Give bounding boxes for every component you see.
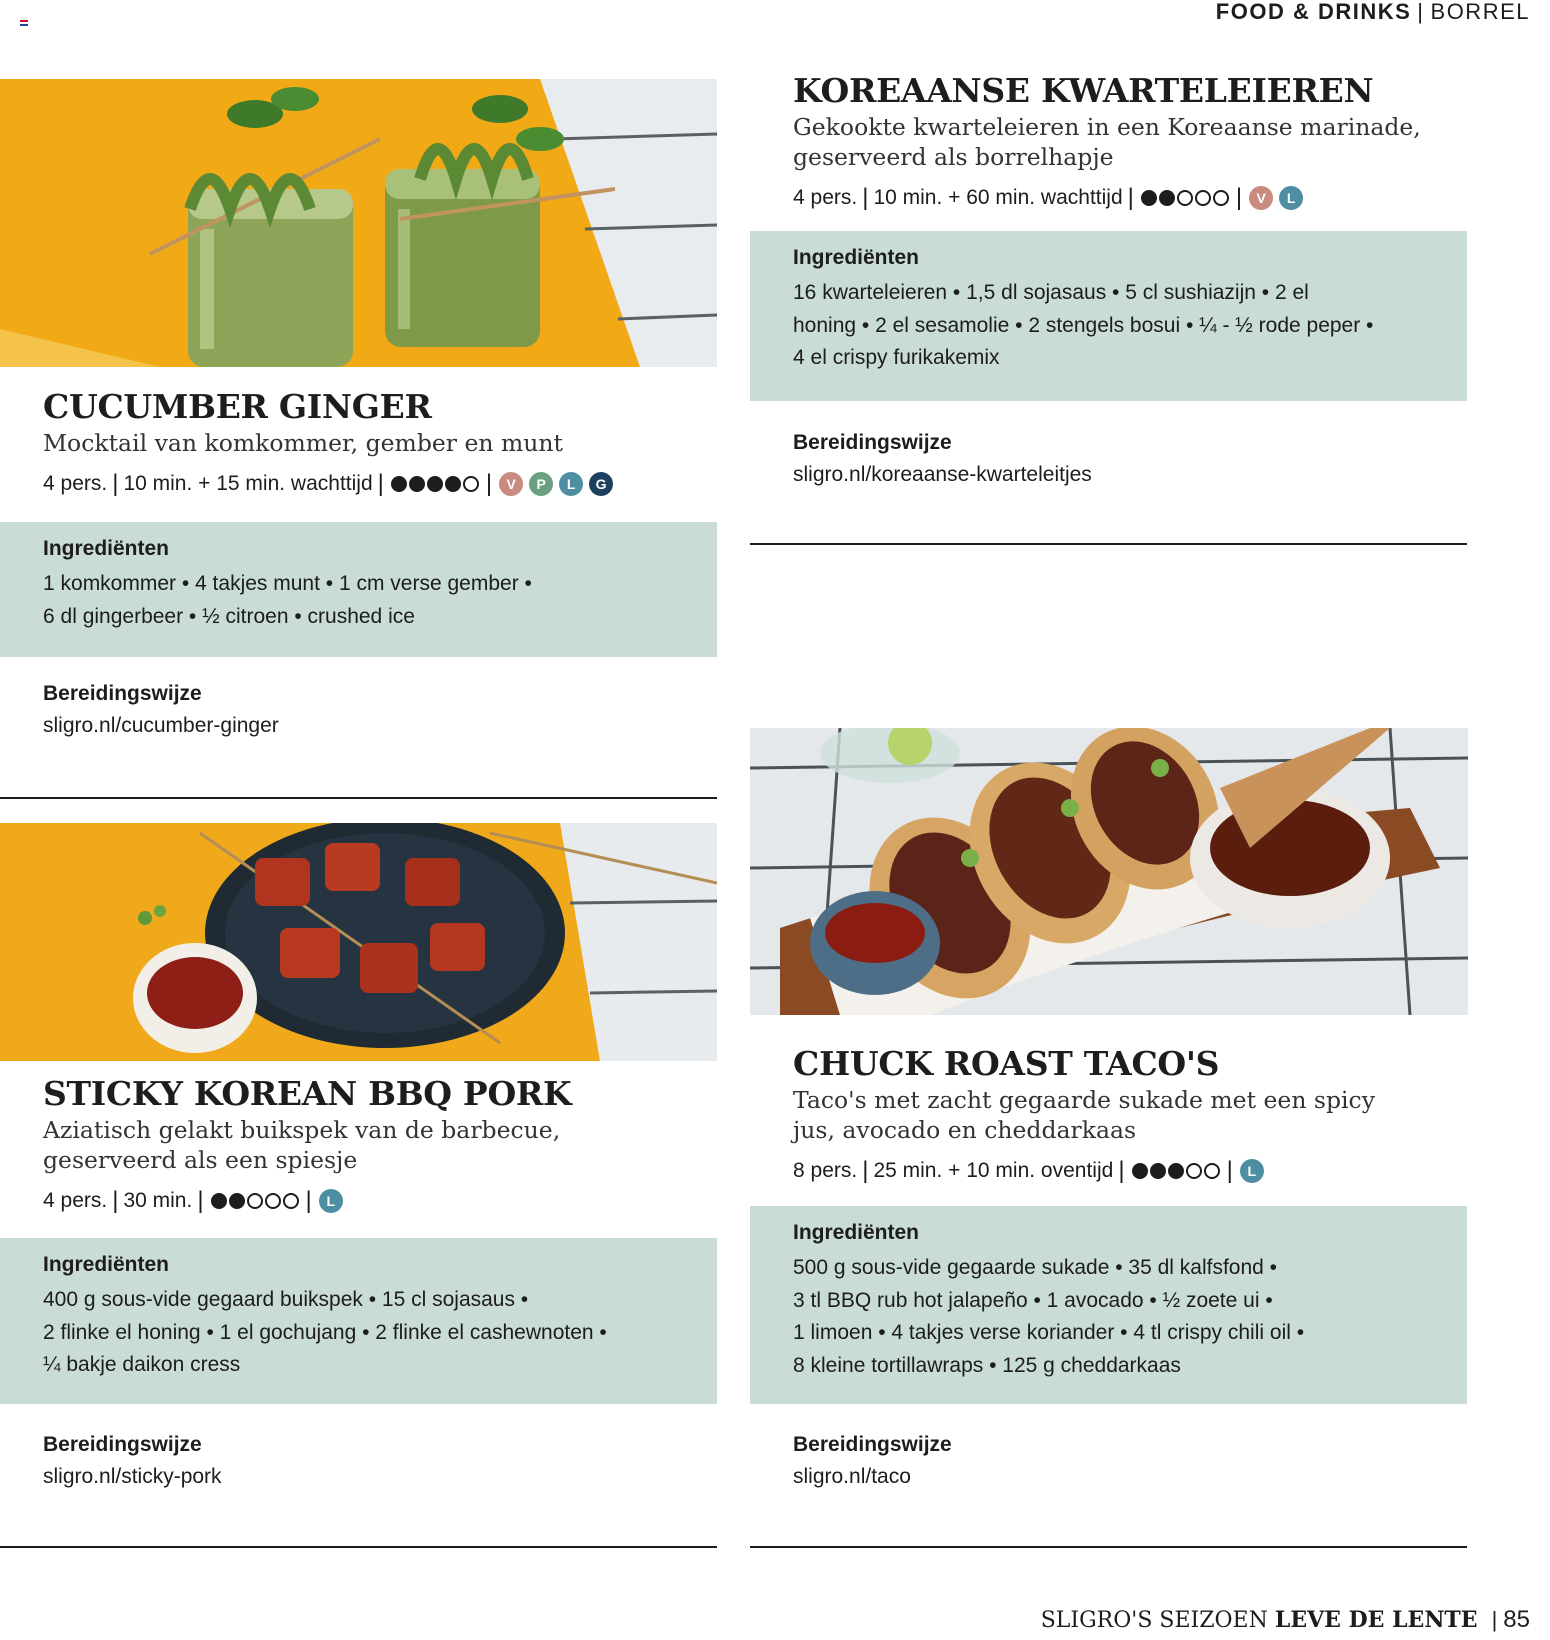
difficulty-dot-empty: [1186, 1163, 1202, 1179]
difficulty-dot-empty: [1177, 190, 1193, 206]
ingredients-list: [793, 1252, 1467, 1382]
recipe-title: STICKY KOREAN BBQ PORK: [43, 1074, 572, 1113]
subtitle-line: Aziatisch gelakt buikspek van de barbecue,: [43, 1116, 561, 1144]
sticky-pork-photo: [0, 823, 717, 1061]
meta-separator: |: [1127, 184, 1134, 211]
meta-separator: |: [305, 1187, 312, 1214]
meta-separator: |: [1118, 1157, 1125, 1184]
subsection-label: BORREL: [1430, 0, 1530, 24]
section-label: FOOD & DRINKS: [1215, 0, 1412, 24]
difficulty-dot-filled: [391, 476, 407, 492]
recipe-title: CHUCK ROAST TACO'S: [793, 1044, 1220, 1083]
difficulty-dot-empty: [265, 1193, 281, 1209]
preparation-heading: Bereidingswijze: [793, 431, 952, 454]
prep-time: 10 min. + 15 min. wachttijd: [123, 472, 373, 495]
ingredients-line: 16 kwarteleieren • 1,5 dl sojasaus • 5 cl sushiazijn • 2 el: [793, 281, 1309, 304]
subtitle-line: jus, avocado en cheddarkaas: [793, 1116, 1137, 1144]
ingredients-line: 8 kleine tortillawraps • 125 g cheddarkaas: [793, 1353, 1181, 1377]
recipe-link[interactable]: sligro.nl/taco: [793, 1465, 911, 1488]
meta-separator: |: [112, 470, 119, 497]
ingredients-heading: Ingrediënten: [43, 537, 170, 560]
persons: 4 pers.: [43, 472, 108, 495]
difficulty-dot-empty: [247, 1193, 263, 1209]
difficulty-dot-filled: [445, 476, 461, 492]
divider: [0, 797, 717, 799]
difficulty-rating: [211, 1193, 299, 1209]
issue-name: LEVE DE LENTE: [1274, 1607, 1478, 1633]
page-footer: [1041, 1605, 1530, 1636]
recipe-subtitle: Mocktail van komkommer, gember en munt: [43, 429, 563, 457]
subtitle-line: Gekookte kwarteleieren in een Koreaanse marinade,: [793, 113, 1421, 141]
chuck-roast-taco-photo: [750, 728, 1468, 1015]
publication-name: SLIGRO'S SEIZOEN: [1040, 1608, 1268, 1633]
meta-separator: |: [377, 470, 384, 497]
recipe-subtitle: [43, 1115, 703, 1175]
diet-badge-l: L: [1279, 186, 1303, 210]
persons: 8 pers.: [793, 1159, 858, 1182]
diet-badge-v: V: [499, 472, 523, 496]
subtitle-line: geserveerd als borrelhapje: [793, 143, 1114, 171]
recipe-meta: [793, 184, 1493, 212]
difficulty-dot-filled: [1132, 1163, 1148, 1179]
difficulty-dot-empty: [283, 1193, 299, 1209]
difficulty-dot-filled: [1159, 190, 1175, 206]
persons: 4 pers.: [43, 1189, 108, 1212]
ingredients-line: honing • 2 el sesamolie • 2 stengels bosui • ¼ - ½ rode peper •: [793, 313, 1374, 337]
ingredients-line: 400 g sous-vide gegaard buikspek • 15 cl sojasaus •: [43, 1288, 529, 1311]
meta-separator: |: [862, 184, 869, 211]
difficulty-rating: [1132, 1163, 1220, 1179]
recipe-link[interactable]: sligro.nl/koreaanse-kwarteleitjes: [793, 463, 1092, 486]
recipe-meta: [43, 470, 703, 498]
recipe-title: CUCUMBER GINGER: [43, 387, 432, 426]
ingredients-line: 1 komkommer • 4 takjes munt • 1 cm verse gember •: [43, 572, 532, 595]
recipe-title: KOREAANSE KWARTELEIEREN: [793, 71, 1374, 110]
ingredients-line: 2 flinke el honing • 1 el gochujang • 2 flinke el cashewnoten •: [43, 1320, 607, 1344]
flag-icon: [20, 20, 28, 26]
meta-separator: |: [485, 470, 493, 497]
ingredients-line: 500 g sous-vide gegaarde sukade • 35 dl kalfsfond •: [793, 1256, 1278, 1279]
diet-badge-v: V: [1249, 186, 1273, 210]
ingredients-heading: Ingrediënten: [793, 1221, 920, 1244]
recipe-meta: [793, 1157, 1493, 1185]
diet-badge-l: L: [319, 1189, 343, 1213]
recipe-link[interactable]: sligro.nl/sticky-pork: [43, 1465, 222, 1488]
recipe-meta: [43, 1187, 703, 1215]
sticky-pork-preparation: [43, 1432, 222, 1490]
difficulty-dot-filled: [229, 1193, 245, 1209]
meta-separator: |: [1226, 1157, 1233, 1184]
recipe-subtitle: [793, 1085, 1493, 1145]
sticky-pork-ingredients: [0, 1238, 717, 1404]
difficulty-dot-filled: [409, 476, 425, 492]
meta-separator: |: [197, 1187, 204, 1214]
meta-separator: |: [1235, 184, 1243, 211]
difficulty-dot-empty: [1213, 190, 1229, 206]
divider: [0, 1546, 717, 1548]
prep-time: 10 min. + 60 min. wachttijd: [873, 186, 1123, 209]
ingredients-list: [43, 1284, 717, 1382]
diet-badge-g: G: [589, 472, 613, 496]
ingredients-heading: Ingrediënten: [43, 1253, 170, 1276]
section-header: [1216, 0, 1530, 24]
difficulty-rating: [391, 476, 479, 492]
diet-badge-p: P: [529, 472, 553, 496]
preparation-heading: Bereidingswijze: [793, 1433, 952, 1456]
prep-time: 30 min.: [123, 1189, 193, 1212]
difficulty-dot-filled: [1150, 1163, 1166, 1179]
ingredients-heading: Ingrediënten: [793, 246, 920, 269]
chuck-roast-taco-heading: [793, 1045, 1493, 1185]
cucumber-ginger-preparation: [43, 681, 279, 739]
diet-badges: [1240, 1159, 1264, 1183]
ingredients-line: 1 limoen • 4 takjes verse koriander • 4 tl crispy chili oil •: [793, 1321, 1305, 1344]
quail-eggs-heading: [793, 72, 1493, 212]
recipe-link[interactable]: sligro.nl/cucumber-ginger: [43, 714, 279, 737]
cucumber-ginger-heading: [43, 388, 703, 498]
meta-separator: |: [862, 1157, 869, 1184]
difficulty-dot-filled: [211, 1193, 227, 1209]
recipe-subtitle: [793, 112, 1493, 172]
diet-badge-l: L: [559, 472, 583, 496]
divider: [750, 1546, 1467, 1548]
meta-separator: |: [112, 1187, 119, 1214]
ingredients-line: ¼ bakje daikon cress: [43, 1353, 241, 1376]
ingredients-line: 3 tl BBQ rub hot jalapeño • 1 avocado • ½ zoete ui •: [793, 1288, 1273, 1312]
divider: [750, 543, 1467, 545]
difficulty-dot-empty: [463, 476, 479, 492]
cucumber-ginger-ingredients: [0, 522, 717, 657]
persons: 4 pers.: [793, 186, 858, 209]
difficulty-dot-filled: [1168, 1163, 1184, 1179]
diet-badges: [499, 472, 613, 496]
difficulty-rating: [1141, 190, 1229, 206]
ingredients-list: [793, 277, 1467, 375]
difficulty-dot-filled: [1141, 190, 1157, 206]
diet-badge-l: L: [1240, 1159, 1264, 1183]
preparation-heading: Bereidingswijze: [43, 1433, 202, 1456]
difficulty-dot-empty: [1204, 1163, 1220, 1179]
diet-badges: [1249, 186, 1303, 210]
header-separator: |: [1417, 0, 1425, 24]
difficulty-dot-filled: [427, 476, 443, 492]
chuck-roast-taco-preparation: [793, 1432, 952, 1490]
subtitle-line: geserveerd als een spiesje: [43, 1146, 358, 1174]
quail-eggs-preparation: [793, 430, 1092, 488]
ingredients-line: 4 el crispy furikakemix: [793, 346, 1000, 369]
cucumber-ginger-photo: [0, 79, 717, 367]
sticky-pork-heading: [43, 1075, 703, 1215]
page-number: 85: [1503, 1606, 1530, 1633]
ingredients-line: 6 dl gingerbeer • ½ citroen • crushed ice: [43, 604, 415, 628]
footer-separator: |: [1491, 1607, 1498, 1632]
subtitle-line: Taco's met zacht gegaarde sukade met een spicy: [793, 1086, 1375, 1114]
preparation-heading: Bereidingswijze: [43, 682, 202, 705]
chuck-roast-taco-ingredients: [750, 1206, 1467, 1404]
quail-eggs-ingredients: [750, 231, 1467, 401]
diet-badges: [319, 1189, 343, 1213]
prep-time: 25 min. + 10 min. oventijd: [873, 1159, 1114, 1182]
difficulty-dot-empty: [1195, 190, 1211, 206]
ingredients-list: [43, 568, 717, 633]
